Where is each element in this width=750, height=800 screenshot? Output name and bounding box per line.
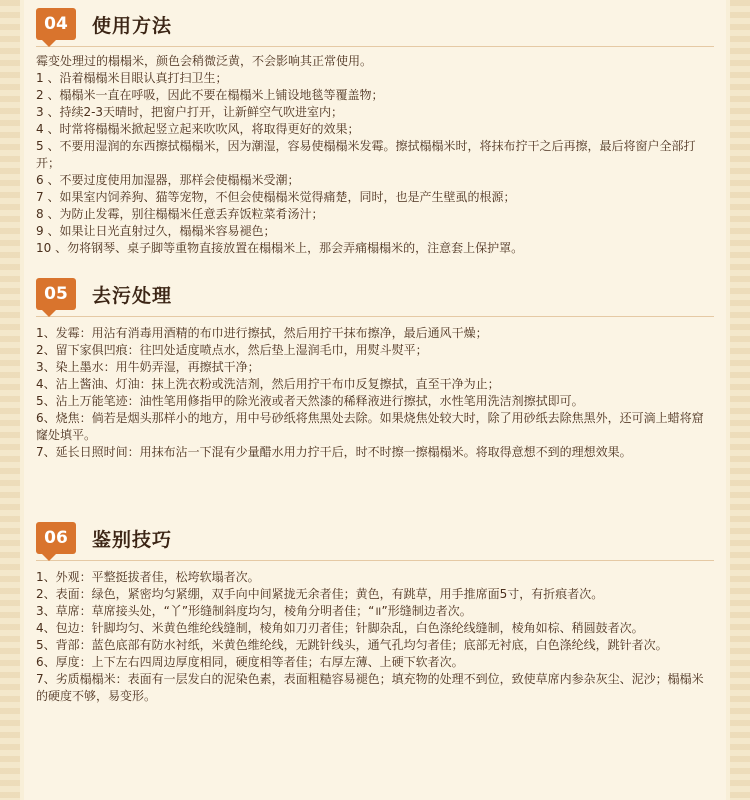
decorative-border-right bbox=[730, 0, 750, 800]
decorative-border-left bbox=[0, 0, 20, 800]
section-header bbox=[36, 274, 714, 314]
list-item: 1、发霉：用沾有消毒用酒精的布巾进行擦拭，然后用拧干抹布擦净，最后通风干燥； bbox=[36, 326, 488, 340]
intro-line: 霉变处理过的榻榻米，颜色会稍微泛黄，不会影响其正常使用。 bbox=[36, 54, 373, 68]
section-lines bbox=[36, 325, 714, 461]
list-item: 5、背部：蓝色底部有防水衬纸，米黄色维纶线，无跳针线头，通气孔均匀者佳；底部无衬底，白色涤纶线，跳针者次。 bbox=[36, 638, 668, 652]
list-item: 3 、持续2-3天晴时，把窗户打开，让新鲜空气吹进室内； bbox=[36, 105, 344, 119]
section-identification bbox=[36, 518, 714, 705]
section-lines bbox=[36, 569, 714, 705]
list-item: 1、外观：平整挺拔者佳，松垮软塌者次。 bbox=[36, 570, 260, 584]
list-item: 4、包边：针脚均匀、米黄色维纶线缝制，棱角如刀刃者佳；针脚杂乱，白色涤纶线缝制，棱角如棕、稍圆鼓者次。 bbox=[36, 621, 644, 635]
section-lines bbox=[36, 53, 714, 257]
section-usage bbox=[36, 4, 714, 257]
list-item: 10 、勿将钢琴、桌子脚等重物直接放置在榻榻米上，那会弄痛榻榻米的，注意套上保护罩。 bbox=[36, 241, 524, 255]
content-page bbox=[24, 0, 726, 800]
section-title: 使用方法 bbox=[92, 14, 173, 37]
section-number-badge: 06 bbox=[36, 522, 76, 554]
list-item: 7、延长日照时间：用抹布沾一下混有少量醋水用力拧干后，时不时擦一擦榻榻米。将取得意想不到的理想效果。 bbox=[36, 445, 632, 459]
divider bbox=[36, 46, 714, 47]
list-item: 3、染上墨水：用牛奶弄湿，再擦拭干净； bbox=[36, 360, 260, 374]
list-item: 8 、为防止发霉，别往榻榻米任意丢弃饭粒菜肴汤汁； bbox=[36, 207, 324, 221]
section-header bbox=[36, 4, 714, 44]
list-item: 1 、沿着榻榻米目眼认真打扫卫生； bbox=[36, 71, 228, 85]
list-item: 2、留下家俱凹痕：往凹处适度喷点水，然后垫上湿润毛巾，用熨斗熨平； bbox=[36, 343, 428, 357]
list-item: 6、烧焦：倘若是烟头那样小的地方，用中号砂纸将焦黑处去除。如果烧焦处较大时，除了用砂纸去除焦黑外，还可滴上蜡将窟窿处填平。 bbox=[36, 411, 704, 442]
list-item: 4 、时常将榻榻米掀起竖立起来吹吹风，将取得更好的效果； bbox=[36, 122, 360, 136]
section-title: 鉴别技巧 bbox=[92, 528, 173, 551]
list-item: 9 、如果让日光直射过久，榻榻米容易褪色； bbox=[36, 224, 276, 238]
list-item: 3、草席：草席接头处，“丫”形缝制斜度均匀，棱角分明者佳；“॥”形缝制边者次。 bbox=[36, 604, 472, 618]
list-item: 7、劣质榻榻米：表面有一层发白的泥染色素，表面粗糙容易褪色；填充物的处理不到位，致使草席内参杂灰尘、泥沙；榻榻米的硬度不够，易变形。 bbox=[36, 672, 704, 703]
divider bbox=[36, 560, 714, 561]
list-item: 2 、榻榻米一直在呼吸，因此不要在榻榻米上铺设地毯等覆盖物； bbox=[36, 88, 384, 102]
list-item: 6、厚度：上下左右四周边厚度相同，硬度相等者佳；右厚左薄、上硬下软者次。 bbox=[36, 655, 464, 669]
section-stain-removal bbox=[36, 274, 714, 461]
section-header bbox=[36, 518, 714, 558]
section-title: 去污处理 bbox=[92, 284, 173, 307]
list-item: 6 、不要过度使用加湿器，那样会使榻榻米受潮； bbox=[36, 173, 300, 187]
list-item: 7 、如果室内饲养狗、猫等宠物，不但会使榻榻米觉得痛楚，同时，也是产生壁虱的根源； bbox=[36, 190, 516, 204]
list-item: 5 、不要用湿润的东西擦拭榻榻米，因为潮湿，容易使榻榻米发霉。擦拭榻榻米时，将抹布拧干之后再擦，最后将窗户全部打开； bbox=[36, 139, 696, 170]
section-number-badge: 05 bbox=[36, 278, 76, 310]
list-item: 4、沾上酱油、灯油：抹上洗衣粉或洗洁剂，然后用拧干布巾反复擦拭，直至干净为止； bbox=[36, 377, 500, 391]
list-item: 5、沾上万能笔迹：油性笔用修指甲的除光液或者天然漆的稀释液进行擦拭，水性笔用洗洁剂擦拭即可。 bbox=[36, 394, 584, 408]
section-number-badge: 04 bbox=[36, 8, 76, 40]
list-item: 2、表面：绿色，紧密均匀紧绷，双手向中间紧拢无余者佳；黄色，有跳草，用手推席面5寸，有折痕者次。 bbox=[36, 587, 604, 601]
divider bbox=[36, 316, 714, 317]
